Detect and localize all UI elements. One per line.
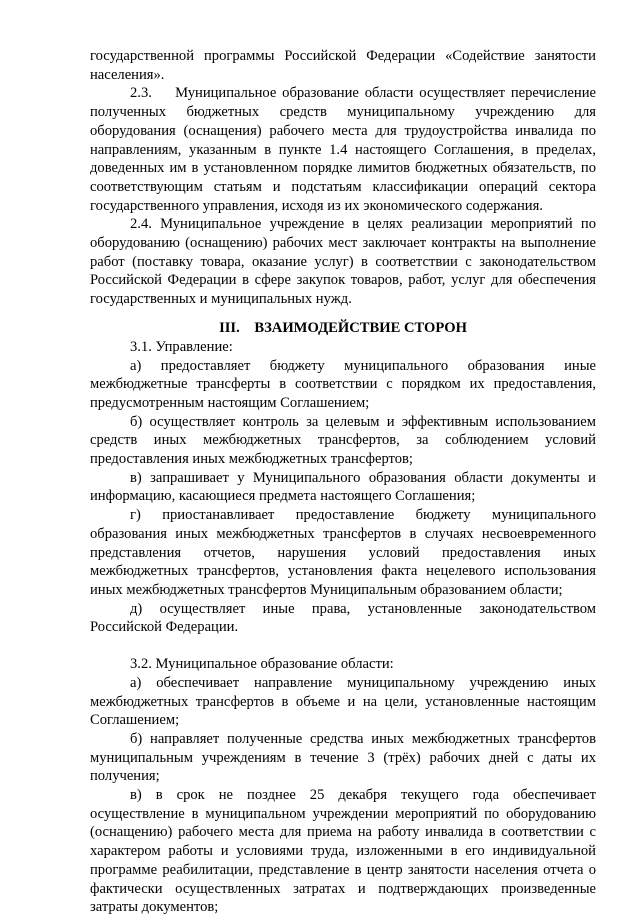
list-item: б) направляет полученные средства иных межбюджетных трансфертов муниципальным учреждениям в течение 3 (трёх) рабочих дней с даты их получения; bbox=[90, 730, 596, 785]
list-item: г) приостанавливает предоставление бюджету муниципального образования иных межбюджетных трансфертов в случаях несвоевременного представления отчетов, нарушения условий предоставления иных межбюджетных трансфертов, установления факта нецелевого использования иных межбюджетных трансфертов Муниципальным образованием области; bbox=[90, 507, 596, 598]
list-item: а) предоставляет бюджету муниципального образования иные межбюджетные трансферты в соответствии с порядком их предоставления, предусмотренным настоящим Соглашением; bbox=[90, 357, 596, 411]
paragraph-2-4: 2.4. Муниципальное учреждение в целях реализации мероприятий по оборудованию (оснащению) рабочих мест заключает контракты на выполнение работ (поставку товара, оказание услуг) в соответствии с законодательством Российской Федерации в сфере закупок товаров, работ, услуг для обеспечения государственных и муниципальных нужд. bbox=[90, 216, 596, 308]
spacer bbox=[90, 637, 596, 655]
list-item: д) осуществляет иные права, установленные законодательством Российской Федерации. bbox=[90, 600, 596, 636]
list-item: в) в срок не позднее 25 декабря текущего года обеспечивает осуществление в муниципальном учреждении мероприятий по оборудованию (оснащению) рабочего места для приема на работу инвалида в соответствии с характером работы и условиями труда, изложенными в его индивидуальной программе реабилитации, представление в центр занятости населения отчета о фактически осуществленных затратах и подтверждающих произведенные затраты документов; bbox=[90, 787, 596, 916]
paragraph-2-3: 2.3. Муниципальное образование области осуществляет перечисление полученных бюджетных средств муниципальному учреждению для оборудования (оснащения) рабочего места для трудоустройства инвалида по направлениям, указанным в пункте 1.4 настоящего Соглашения, в пределах, доведенных им в установленном порядке лимитов бюджетных обязательств, по соответствующим статьям и подстатьям классификации операций сектора государственного управления, исходя из их экономического содержания. bbox=[90, 85, 596, 214]
list-item: а) обеспечивает направление муниципальному учреждению иных межбюджетных трансфертов в объеме и на цели, установленные настоящим Соглашением; bbox=[90, 674, 596, 729]
list-item: б) осуществляет контроль за целевым и эффективным использованием средств иных межбюджетных трансфертов, за соблюдением условий предоставления иных межбюджетных трансфертов; bbox=[90, 413, 596, 468]
paragraph-3-1-title: 3.1. Управление: bbox=[130, 338, 233, 355]
list-item: в) запрашивает у Муниципального образования области документы и информацию, касающиеся предмета настоящего Соглашения; bbox=[90, 469, 596, 505]
paragraph-continuation: государственной программы Российской Федерации «Содействие занятости населения». bbox=[90, 48, 596, 83]
paragraph-3-2-title: 3.2. Муниципальное образование области: bbox=[130, 656, 394, 673]
section-heading: III. ВЗАИМОДЕЙСТВИЕ СТОРОН bbox=[219, 319, 467, 336]
